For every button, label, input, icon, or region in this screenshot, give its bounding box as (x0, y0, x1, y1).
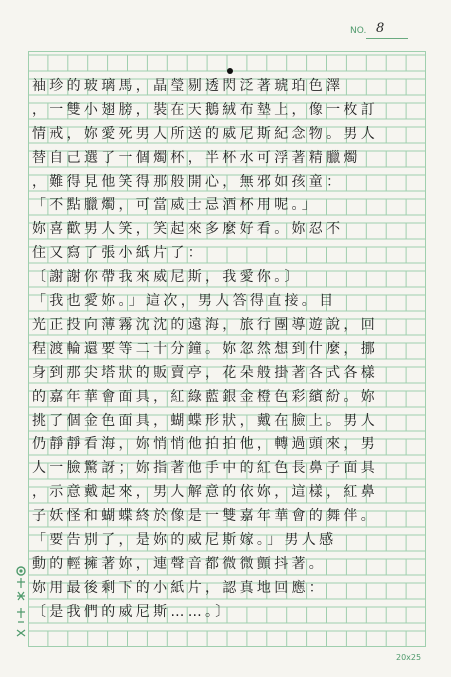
manuscript-line: 仍靜靜看海，妳悄悄他拍拍他，轉過頭來，男 (32, 436, 378, 453)
manuscript-line: 袖珍的玻璃馬，晶瑩剔透閃泛著琥珀色澤 (32, 77, 344, 94)
manuscript-line: 人一臉驚訝；妳指著他手中的紅色長鼻子面具 (32, 460, 378, 477)
manuscript-line: ，一雙小翅膀，裝在天鵝絨布墊上，像一枚訂 (32, 101, 378, 118)
manuscript-line: 「要告別了，是妳的威尼斯嫁。」男人感 (32, 532, 337, 548)
publisher-logo (14, 566, 28, 644)
manuscript-line: 子妖怪和蝴蝶終於像是一雙嘉年華會的舞伴。 (32, 508, 378, 525)
grid-size-label: 20x25 (396, 653, 422, 662)
manuscript-line: 「不點臘燭，可當威士忌酒杯用呢。」 (32, 197, 320, 214)
manuscript-line: 〔是我們的威尼斯……。〕 (32, 603, 233, 620)
page-number-label: NO. (350, 26, 367, 36)
manuscript-line: ，難得見他笑得那般開心，無邪如孩童： (32, 173, 344, 190)
page-number: 8 (376, 21, 385, 36)
manuscript-line: 的嘉年華會面具，紅綠藍銀金橙色彩繽紛。妳 (32, 388, 378, 405)
manuscript-line: 替自己選了一個燭杯，半杯水可浮著精臘燭 (32, 149, 361, 166)
manuscript-line: 「我也愛妳。」這次，男人答得直接。目 (32, 293, 337, 309)
manuscript-line: 妳用最後剩下的小紙片，認真地回應： (32, 579, 327, 596)
manuscript-line: 程渡輪還要等二十分鐘。妳忽然想到什麼，挪 (32, 340, 378, 357)
manuscript-line: 動的輕擁著妳，連聲音都微微顫抖著。 (32, 555, 327, 572)
manuscript-line: 住又寫了張小紙片了： (32, 245, 205, 262)
manuscript-line: 情戒，妳愛死男人所送的威尼斯紀念物。男人 (32, 125, 378, 142)
manuscript-line: 妳喜歡男人笑，笑起來多麼好看。妳忍不 (32, 221, 344, 238)
manuscript-line: 身到那尖塔狀的販賣亭，花朵般掛著各式各樣 (32, 364, 378, 381)
manuscript-line: 光正投向薄霧沈沈的遠海，旅行團導遊說，回 (32, 316, 378, 333)
page-number-underline (366, 38, 408, 39)
manuscript-line: ，示意戴起來，男人解意的依妳，這樣，紅鼻 (32, 484, 378, 501)
manuscript-line: 挑了個金色面具，蝴蝶形狀，戴在臉上。男人 (32, 412, 378, 429)
manuscript-line: 〔謝謝你帶我來威尼斯，我愛你。〕 (32, 269, 302, 286)
binding-hole (227, 68, 233, 74)
